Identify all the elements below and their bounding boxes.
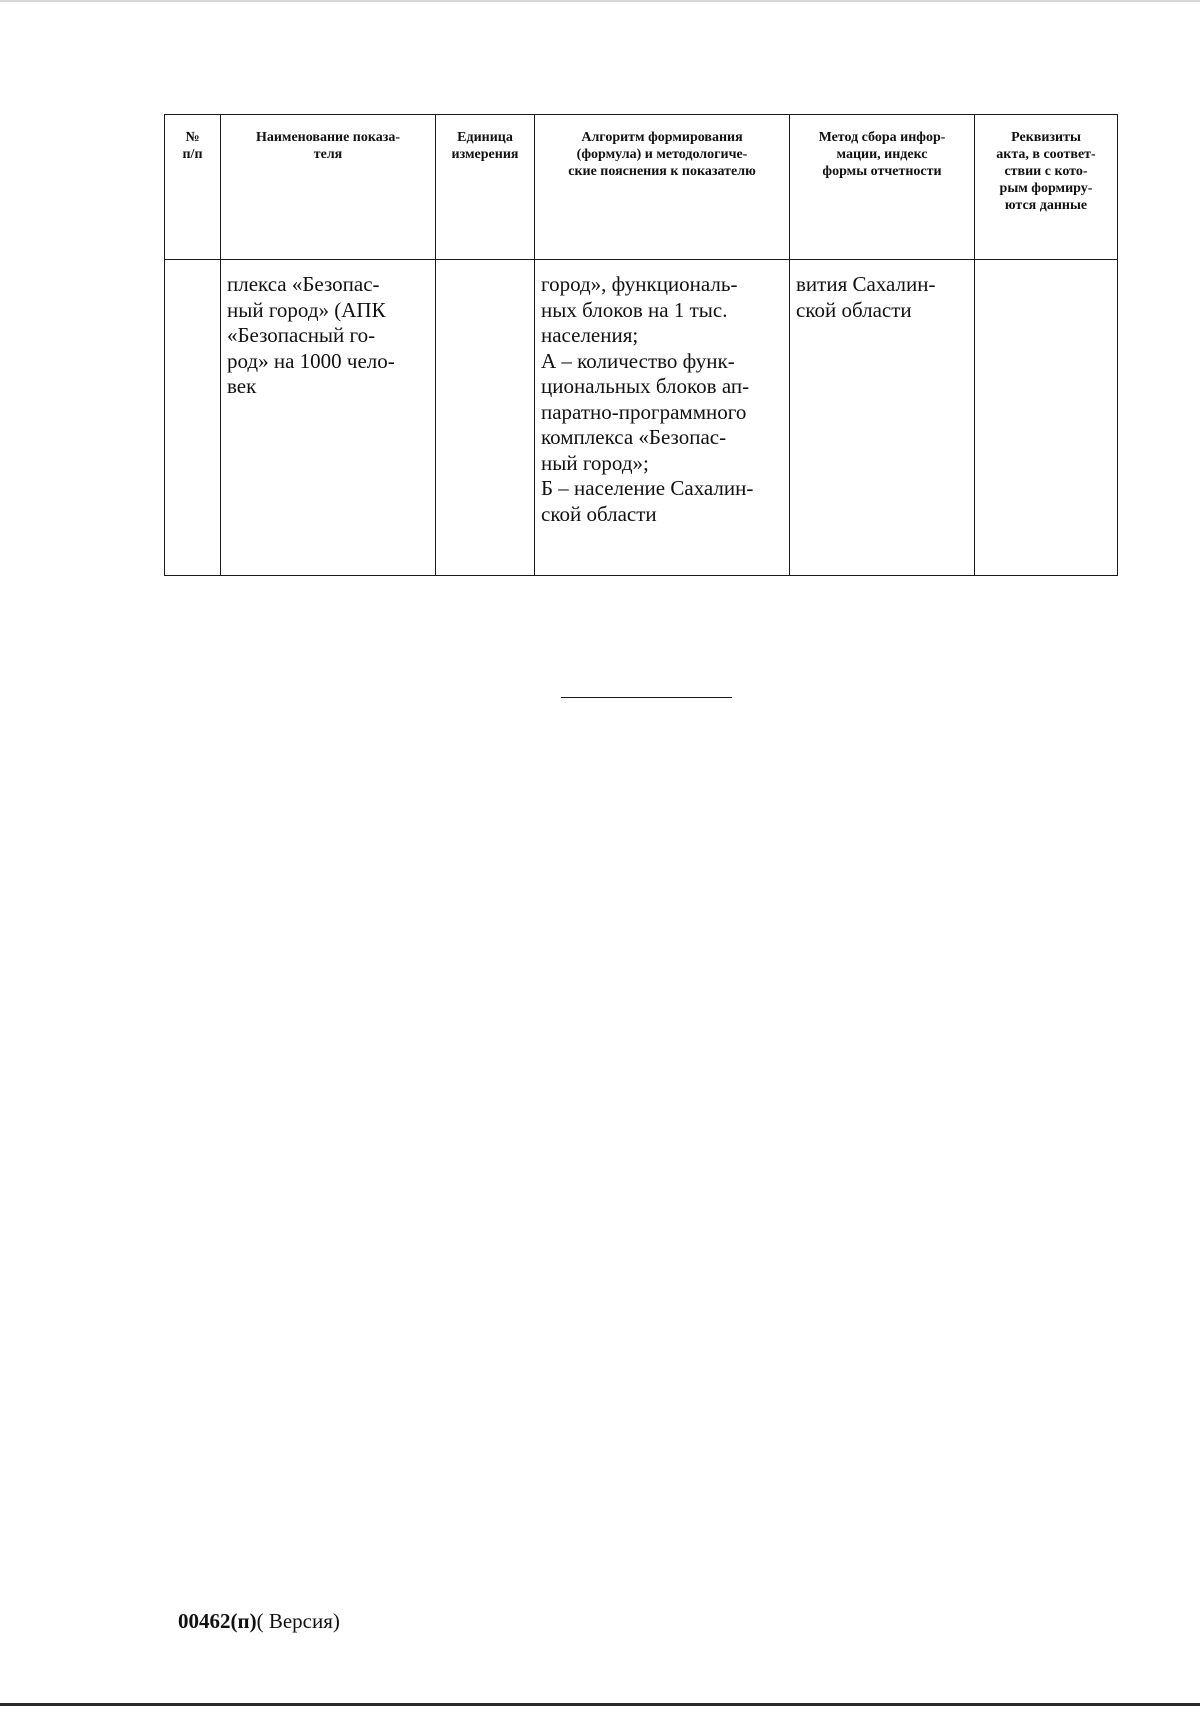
document-code-number: 00462(п) <box>178 1609 257 1633</box>
header-unit: Единица измерения <box>436 115 535 260</box>
header-number: № п/п <box>165 115 221 260</box>
cell-algorithm: город», функциональ- ных блоков на 1 тыс. населения; А – количество функ- циональных блоков ап- паратно-программного комплекса «Безопас- ный город»; Б – население Сахалин- ской области <box>535 260 790 576</box>
separator-line <box>561 697 732 698</box>
table-header-row <box>165 115 1118 260</box>
indicator-table <box>164 114 1118 576</box>
header-indicator-name: Наименование показа- теля <box>221 115 436 260</box>
cell-indicator-name: плекса «Безопас- ный город» (АПК «Безопасный го- род» на 1000 чело- век <box>221 260 436 576</box>
document-code <box>178 1609 340 1633</box>
header-collection-method: Метод сбора инфор- мации, индекс формы отчетности <box>790 115 975 260</box>
header-act-requisites: Реквизиты акта, в соответ- ствии с кото- рым формиру- ются данные <box>975 115 1118 260</box>
cell-number <box>165 260 221 576</box>
scan-edge-top <box>0 0 1200 2</box>
header-algorithm: Алгоритм формирования (формула) и методологиче- ские пояснения к показателю <box>535 115 790 260</box>
scan-edge-bottom <box>0 1703 1200 1706</box>
cell-unit <box>436 260 535 576</box>
document-version-label: ( Версия) <box>256 1609 340 1633</box>
cell-collection-method: вития Сахалин- ской области <box>790 260 975 576</box>
cell-act-requisites <box>975 260 1118 576</box>
table-row <box>165 260 1118 576</box>
